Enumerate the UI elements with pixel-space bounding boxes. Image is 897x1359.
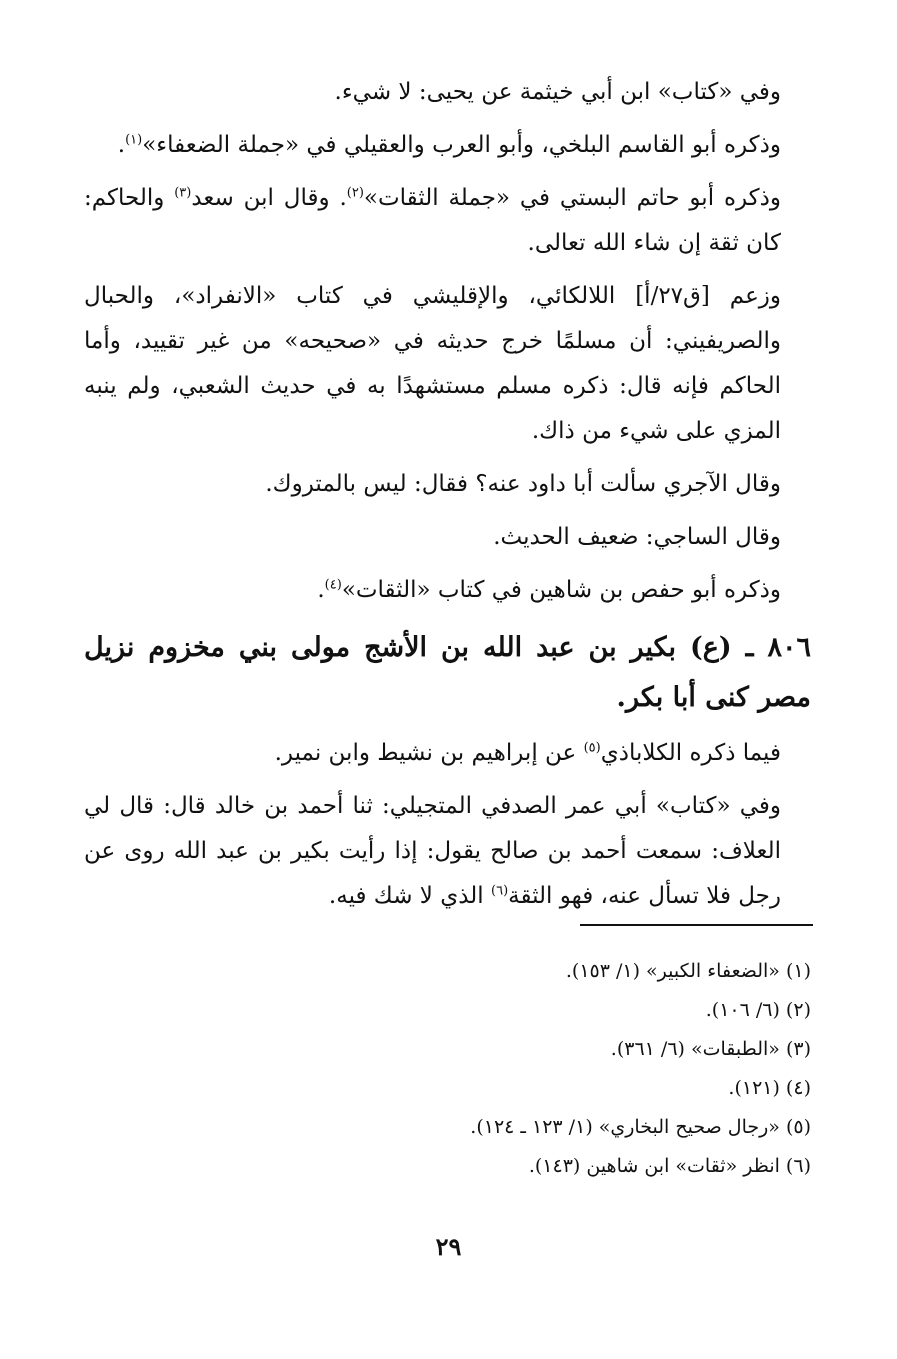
- footnote-6: (٦) انظر «ثقات» ابن شاهين (١٤٣).: [528, 1155, 811, 1177]
- footnote-ref-4: (٤): [324, 577, 342, 593]
- footnote-1: (١) «الضعفاء الكبير» (١/ ١٥٣).: [565, 960, 811, 982]
- footnote-ref-1: (١): [125, 132, 143, 148]
- paragraph-7: وذكره أبو حفص بن شاهين في كتاب «الثقات»$^{(٤)}$.: [317, 577, 781, 603]
- footnote-5: (٥) «رجال صحيح البخاري» (١/ ١٢٣ ـ ١٢٤).: [470, 1116, 811, 1138]
- paragraph-1: وفي «كتاب» ابن أبي خيثمة عن يحيى: لا شيء.: [334, 79, 781, 105]
- footnote-ref-5: (٥): [583, 740, 601, 756]
- footnote-2: (٢) (٦/ ١٠٦).: [705, 999, 811, 1021]
- footnote-ref-6: (٦): [491, 883, 509, 899]
- paragraph-8: فيما ذكره الكلاباذي$^{(٥)}$ عن إبراهيم بن نشيط وابن نمير.: [274, 740, 781, 766]
- footnote-ref-3: (٣): [174, 185, 192, 201]
- paragraph-9: وفي «كتاب» أبي عمر الصدفي المتجيلي: ثنا أحمد بن خالد قال: قال لي العلاف: سمعت أحمد بن صالح يقول: إذا رأيت بكير بن عبد الله روى عن رجل فلا تسأل عنه، فهو الثقة$^{(٦)}$ الذي لا شك فيه.: [84, 793, 781, 909]
- footnote-3: (٣) «الطبقات» (٦/ ٣٦١).: [610, 1038, 811, 1060]
- paragraph-3: وذكره أبو حاتم البستي في «جملة الثقات»$^{(٢)}$. وقال ابن سعد$^{(٣)}$ والحاكم: كان ثقة إن شاء الله تعالى.: [84, 185, 781, 256]
- paragraph-5: وقال الآجري سألت أبا داود عنه؟ فقال: ليس بالمتروك.: [265, 471, 781, 497]
- footnotes: [84, 952, 811, 1186]
- main-text: [84, 70, 811, 927]
- footnote-4: (٤) (١٢١).: [728, 1077, 811, 1099]
- footnote-separator: [580, 924, 813, 926]
- entry-heading: ٨٠٦ ـ (ع) بكير بن عبد الله بن الأشج مولى بني مخزوم نزيل مصر كنى أبا بكر.: [84, 632, 811, 713]
- paragraph-2: وذكره أبو القاسم البلخي، وأبو العرب والعقيلي في «جملة الضعفاء»$^{(١)}$.: [117, 132, 781, 158]
- paragraph-4: وزعم [ق٢٧/أ] اللالكائي، والإقليشي في كتاب «الانفراد»، والحبال والصريفيني: أن مسلمًا خرج حديثه في «صحيحه» من غير تقييد، وأما الحاكم فإنه قال: ذكره مسلم مستشهدًا به في حديث الشعبي، ولم ينبه المزي على شيء من ذاك.: [84, 283, 782, 444]
- page-number: ٢٩: [435, 1232, 462, 1261]
- footnote-ref-2: (٢): [346, 185, 364, 201]
- paragraph-6: وقال الساجي: ضعيف الحديث.: [493, 524, 781, 550]
